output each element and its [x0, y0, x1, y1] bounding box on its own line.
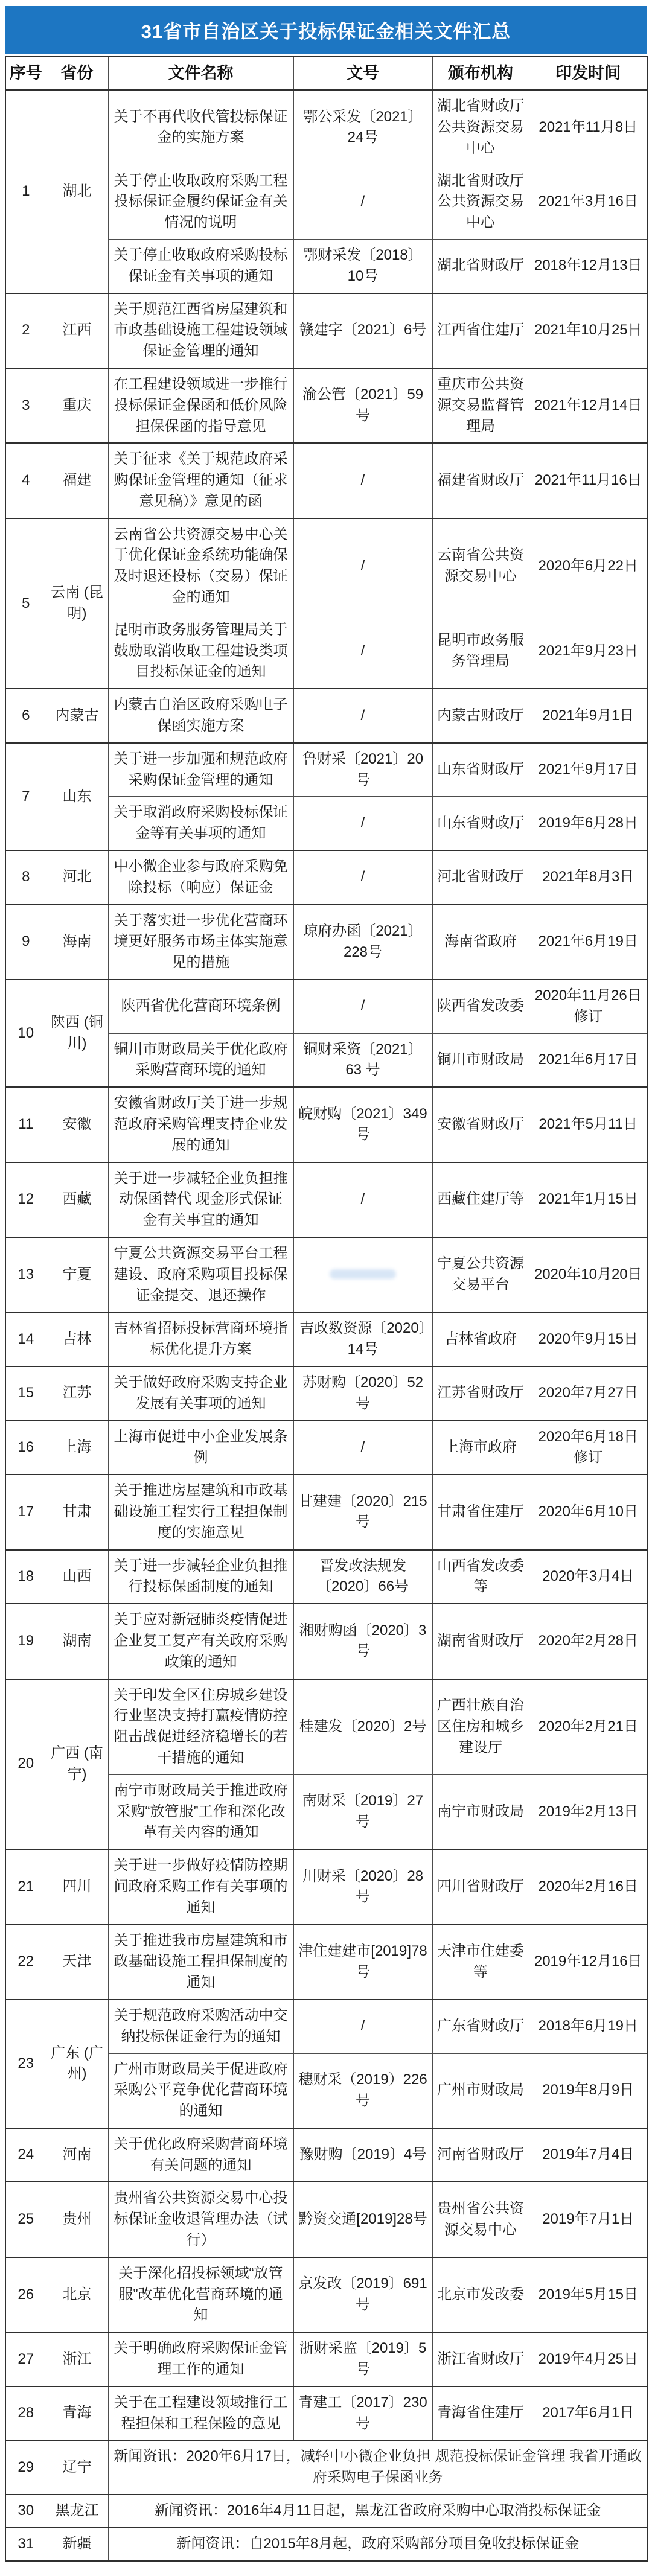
cell-doc-number: /: [293, 689, 432, 743]
cell-index: 3: [5, 368, 46, 443]
cell-index: 22: [5, 1925, 46, 2000]
cell-doc-name: 在工程建设领域进一步推行投标保证金保函和低价风险担保保函的指导意见: [108, 368, 293, 443]
cell-date: 2018年6月19日: [529, 2000, 648, 2053]
cell-province: 四川: [46, 1849, 108, 1924]
cell-index: 27: [5, 2332, 46, 2386]
cell-doc-number: /: [293, 850, 432, 905]
cell-index: 16: [5, 1421, 46, 1475]
cell-doc-name: 陕西省优化营商环境条例: [108, 980, 293, 1033]
cell-date: 2019年2月13日: [529, 1774, 648, 1849]
cell-doc-number: 浙财采监〔2019〕5号: [293, 2332, 432, 2386]
cell-date: 2019年7月4日: [529, 2128, 648, 2182]
cell-agency: 吉林省政府: [432, 1312, 529, 1366]
cell-province: 重庆: [46, 368, 108, 443]
cell-index: 1: [5, 90, 46, 293]
documents-table: [5, 56, 648, 2562]
cell-doc-number: 苏财购〔2020〕52号: [293, 1366, 432, 1421]
watermark-smudge: [330, 1269, 396, 1279]
cell-date: 2021年11月8日: [529, 90, 648, 165]
column-header: 文号: [293, 57, 432, 90]
table-row: [5, 1312, 648, 1366]
cell-province: 宁夏: [46, 1237, 108, 1312]
cell-province: 上海: [46, 1421, 108, 1475]
cell-province: 河北: [46, 850, 108, 905]
table-row: [5, 2257, 648, 2332]
cell-index: 25: [5, 2182, 46, 2257]
cell-doc-name: 关于进一步减轻企业负担推行投标保函制度的通知: [108, 1550, 293, 1604]
cell-doc-name: 吉林省招标投标营商环境指标优化提升方案: [108, 1312, 293, 1366]
cell-province: 安徽: [46, 1087, 108, 1162]
cell-index: 7: [5, 743, 46, 850]
cell-date: 2017年6月1日: [529, 2386, 648, 2441]
cell-doc-number: /: [293, 980, 432, 1033]
table-row: [5, 980, 648, 1033]
cell-index: 9: [5, 905, 46, 980]
page-title: 31省市自治区关于投标保证金相关文件汇总: [5, 6, 647, 54]
cell-date: 2021年5月11日: [529, 1087, 648, 1162]
table-row: [5, 905, 648, 980]
table-row: [5, 2182, 648, 2257]
cell-agency: 天津市住建委等: [432, 1925, 529, 2000]
table-row: [5, 1421, 648, 1475]
cell-doc-name: 关于进一步加强和规范政府采购保证金管理的通知: [108, 743, 293, 797]
table-row: [5, 2332, 648, 2386]
cell-agency: 陕西省发改委: [432, 980, 529, 1033]
cell-doc-name: 关于进一步减轻企业负担推动保函替代 现金形式保证金有关事宜的通知: [108, 1162, 293, 1237]
cell-agency: 湖南省财政厅: [432, 1604, 529, 1679]
cell-doc-name: 昆明市政务服务管理局关于鼓励取消收取工程建设类项目投标保证金的通知: [108, 614, 293, 689]
cell-agency: 四川省财政厅: [432, 1849, 529, 1924]
cell-province: 北京: [46, 2257, 108, 2332]
cell-index: 24: [5, 2128, 46, 2182]
cell-province: 江西: [46, 293, 108, 368]
cell-date: 2020年9月15日: [529, 1312, 648, 1366]
cell-agency: 贵州省公共资源交易中心: [432, 2182, 529, 2257]
cell-date: 2019年12月16日: [529, 1925, 648, 2000]
cell-date: 2018年12月13日: [529, 239, 648, 293]
cell-news: 新闻资讯：自2015年8月起，政府采购部分项目免收投标保证金: [108, 2528, 648, 2561]
table-row: [5, 2440, 648, 2495]
cell-doc-number: 京发改〔2019〕691号: [293, 2257, 432, 2332]
cell-doc-number: 穗财采（2019）226号: [293, 2053, 432, 2128]
cell-date: 2020年3月4日: [529, 1550, 648, 1604]
cell-agency: 甘肃省住建厅: [432, 1475, 529, 1549]
table-body: [5, 90, 648, 2561]
table-row: [5, 2386, 648, 2441]
cell-date: 2021年12月14日: [529, 368, 648, 443]
cell-date: 2021年3月16日: [529, 165, 648, 239]
cell-index: 11: [5, 1087, 46, 1162]
cell-agency: 重庆市公共资源交易监督管理局: [432, 368, 529, 443]
cell-agency: 河南省财政厅: [432, 2128, 529, 2182]
cell-doc-number: /: [293, 1162, 432, 1237]
cell-agency: 安徽省财政厅: [432, 1087, 529, 1162]
cell-agency: 山西省发改委等: [432, 1550, 529, 1604]
table-row: [5, 1679, 648, 1775]
cell-doc-number: 吉政数资源〔2020〕14号: [293, 1312, 432, 1366]
cell-date: 2019年5月15日: [529, 2257, 648, 2332]
cell-index: 23: [5, 2000, 46, 2128]
cell-province: 黑龙江: [46, 2495, 108, 2528]
cell-agency: 广西壮族自治区住房和城乡建设厅: [432, 1679, 529, 1775]
table-row: [5, 1475, 648, 1549]
cell-doc-number: /: [293, 797, 432, 850]
cell-agency: 河北省财政厅: [432, 850, 529, 905]
cell-province: 贵州: [46, 2182, 108, 2257]
cell-doc-number: 津住建建市[2019]78号: [293, 1925, 432, 2000]
cell-doc-name: 安徽省财政厅关于进一步规范政府采购管理支持企业发展的通知: [108, 1087, 293, 1162]
cell-doc-number: 铜财采资〔2021〕63 号: [293, 1033, 432, 1087]
cell-doc-name: 关于落实进一步优化营商环境更好服务市场主体实施意见的措施: [108, 905, 293, 980]
cell-index: 8: [5, 850, 46, 905]
cell-index: 30: [5, 2495, 46, 2528]
cell-province: 江苏: [46, 1366, 108, 1421]
table-row: [5, 293, 648, 368]
cell-province: 甘肃: [46, 1475, 108, 1549]
table-row: [5, 1237, 648, 1312]
cell-doc-number: 黔资交通[2019]28号: [293, 2182, 432, 2257]
cell-agency: 上海市政府: [432, 1421, 529, 1475]
table-row: [5, 2528, 648, 2561]
cell-agency: 江苏省财政厅: [432, 1366, 529, 1421]
table-row: [5, 689, 648, 743]
cell-agency: 湖北省财政厅公共资源交易中心: [432, 90, 529, 165]
cell-doc-number: 南财采〔2019〕27号: [293, 1774, 432, 1849]
cell-date: 2021年1月15日: [529, 1162, 648, 1237]
cell-date: 2021年9月23日: [529, 614, 648, 689]
cell-index: 6: [5, 689, 46, 743]
cell-agency: 广州市财政局: [432, 2053, 529, 2128]
cell-doc-name: 关于优化政府采购营商环境有关问题的通知: [108, 2128, 293, 2182]
cell-province: 陕西 (铜川): [46, 980, 108, 1087]
cell-doc-number: 豫财购〔2019〕4号: [293, 2128, 432, 2182]
cell-doc-name: 铜川市财政局关于优化政府采购营商环境的通知: [108, 1033, 293, 1087]
cell-doc-name: 关于停止收取政府采购工程投标保证金履约保证金有关情况的说明: [108, 165, 293, 239]
cell-province: 山西: [46, 1550, 108, 1604]
cell-news: 新闻资讯：2016年4月11日起，黑龙江省政府采购中心取消投标保证金: [108, 2495, 648, 2528]
cell-agency: 昆明市政务服务管理局: [432, 614, 529, 689]
cell-province: 新疆: [46, 2528, 108, 2561]
cell-date: 2021年9月1日: [529, 689, 648, 743]
cell-doc-number: 渝公管〔2021〕59号: [293, 368, 432, 443]
cell-doc-name: 云南省公共资源交易中心关于优化保证金系统功能确保及时退还投标（交易）保证金的通知: [108, 518, 293, 614]
cell-province: 青海: [46, 2386, 108, 2441]
cell-date: 2020年6月10日: [529, 1475, 648, 1549]
cell-index: 12: [5, 1162, 46, 1237]
cell-date: 2021年8月3日: [529, 850, 648, 905]
table-row: [5, 743, 648, 797]
cell-date: 2021年6月17日: [529, 1033, 648, 1087]
cell-doc-name: 关于规范政府采购活动中交纳投标保证金行为的通知: [108, 2000, 293, 2053]
table-header: [5, 57, 648, 90]
cell-doc-name: 关于在工程建设领域推行工程担保和工程保险的意见: [108, 2386, 293, 2441]
cell-agency: 山东省财政厅: [432, 743, 529, 797]
cell-doc-number: 鄂财采发〔2018〕10号: [293, 239, 432, 293]
cell-doc-number: 鲁财采〔2021〕20号: [293, 743, 432, 797]
cell-agency: 铜川市财政局: [432, 1033, 529, 1087]
cell-agency: 北京市发改委: [432, 2257, 529, 2332]
cell-doc-number: /: [293, 1421, 432, 1475]
table-row: [5, 1550, 648, 1604]
cell-index: 29: [5, 2440, 46, 2495]
cell-date: 2021年9月17日: [529, 743, 648, 797]
table-row: [5, 90, 648, 165]
cell-doc-number: 甘建建〔2020〕215号: [293, 1475, 432, 1549]
cell-index: 31: [5, 2528, 46, 2561]
cell-doc-number: 鄂公采发〔2021〕24号: [293, 90, 432, 165]
cell-province: 吉林: [46, 1312, 108, 1366]
cell-doc-number: /: [293, 614, 432, 689]
cell-date: 2019年7月1日: [529, 2182, 648, 2257]
cell-doc-number: 琼府办函〔2021〕228号: [293, 905, 432, 980]
cell-doc-number: /: [293, 2000, 432, 2053]
cell-doc-name: 上海市促进中小企业发展条例: [108, 1421, 293, 1475]
cell-index: 20: [5, 1679, 46, 1850]
cell-date: 2020年6月22日: [529, 518, 648, 614]
cell-doc-number: 湘财购函〔2020〕3号: [293, 1604, 432, 1679]
cell-doc-number: 赣建字〔2021〕6号: [293, 293, 432, 368]
cell-index: 14: [5, 1312, 46, 1366]
cell-index: 4: [5, 443, 46, 518]
cell-index: 28: [5, 2386, 46, 2441]
cell-date: 2019年8月9日: [529, 2053, 648, 2128]
cell-doc-name: 关于做好政府采购支持企业发展有关事项的通知: [108, 1366, 293, 1421]
header-row: [5, 57, 648, 90]
column-header: 文件名称: [108, 57, 293, 90]
cell-index: 10: [5, 980, 46, 1087]
cell-doc-name: 内蒙古自治区政府采购电子保函实施方案: [108, 689, 293, 743]
cell-index: 15: [5, 1366, 46, 1421]
cell-province: 河南: [46, 2128, 108, 2182]
cell-date: 2020年2月28日: [529, 1604, 648, 1679]
cell-date: 2020年7月27日: [529, 1366, 648, 1421]
cell-agency: 内蒙古财政厅: [432, 689, 529, 743]
cell-date: 2021年10月25日: [529, 293, 648, 368]
table-row: [5, 443, 648, 518]
column-header: 印发时间: [529, 57, 648, 90]
cell-doc-name: 关于停止收取政府采购投标保证金有关事项的通知: [108, 239, 293, 293]
table-row: [5, 2128, 648, 2182]
cell-date: 2020年6月18日修订: [529, 1421, 648, 1475]
cell-date: 2021年6月19日: [529, 905, 648, 980]
cell-province: 浙江: [46, 2332, 108, 2386]
cell-doc-number: 桂建发〔2020〕2号: [293, 1679, 432, 1775]
cell-agency: 福建省财政厅: [432, 443, 529, 518]
cell-doc-number: 晋发改法规发〔2020〕66号: [293, 1550, 432, 1604]
table-row: [5, 2495, 648, 2528]
cell-doc-name: 关于推进我市房屋建筑和市政基础设施工程担保制度的通知: [108, 1925, 293, 2000]
cell-index: 19: [5, 1604, 46, 1679]
cell-date: 2021年11月16日: [529, 443, 648, 518]
table-row: [5, 1925, 648, 2000]
cell-index: 5: [5, 518, 46, 689]
cell-doc-name: 宁夏公共资源交易平台工程建设、政府采购项目投标保证金提交、退还操作: [108, 1237, 293, 1312]
cell-doc-number: 川财采〔2020〕28号: [293, 1849, 432, 1924]
cell-agency: 山东省财政厅: [432, 797, 529, 850]
cell-agency: 海南省政府: [432, 905, 529, 980]
cell-doc-name: 关于进一步做好疫情防控期间政府采购工作有关事项的通知: [108, 1849, 293, 1924]
table-row: [5, 518, 648, 614]
cell-province: 湖北: [46, 90, 108, 293]
column-header: 省份: [46, 57, 108, 90]
table-row: [5, 1366, 648, 1421]
cell-province: 福建: [46, 443, 108, 518]
cell-date: 2020年2月16日: [529, 1849, 648, 1924]
cell-date: 2020年10月20日: [529, 1237, 648, 1312]
cell-agency: 宁夏公共资源交易平台: [432, 1237, 529, 1312]
cell-agency: 湖北省财政厅: [432, 239, 529, 293]
cell-news: 新闻资讯：2020年6月17日，减轻中小微企业负担 规范投标保证金管理 我省开通政府采购电子保函业务: [108, 2440, 648, 2495]
cell-doc-number: /: [293, 443, 432, 518]
cell-province: 西藏: [46, 1162, 108, 1237]
cell-index: 18: [5, 1550, 46, 1604]
cell-index: 21: [5, 1849, 46, 1924]
cell-agency: 广东省财政厅: [432, 2000, 529, 2053]
cell-doc-name: 广州市财政局关于促进政府采购公平竞争优化营商环境的通知: [108, 2053, 293, 2128]
cell-province: 山东: [46, 743, 108, 850]
cell-doc-name: 贵州省公共资源交易中心投标保证金收退管理办法（试行）: [108, 2182, 293, 2257]
cell-index: 26: [5, 2257, 46, 2332]
cell-province: 湖南: [46, 1604, 108, 1679]
table-row: [5, 2000, 648, 2053]
cell-doc-name: 关于规范江西省房屋建筑和市政基础设施工程建设领域保证金管理的通知: [108, 293, 293, 368]
cell-index: 17: [5, 1475, 46, 1549]
cell-doc-number: /: [293, 165, 432, 239]
table-row: [5, 1162, 648, 1237]
cell-agency: 浙江省财政厅: [432, 2332, 529, 2386]
table-row: [5, 1604, 648, 1679]
cell-agency: 湖北省财政厅公共资源交易中心: [432, 165, 529, 239]
cell-doc-name: 南宁市财政局关于推进政府采购“放管服”工作和深化改革有关内容的通知: [108, 1774, 293, 1849]
cell-agency: 云南省公共资源交易中心: [432, 518, 529, 614]
cell-province: 内蒙古: [46, 689, 108, 743]
table-row: [5, 850, 648, 905]
cell-agency: 江西省住建厅: [432, 293, 529, 368]
cell-province: 海南: [46, 905, 108, 980]
cell-doc-name: 关于明确政府采购保证金管理工作的通知: [108, 2332, 293, 2386]
cell-index: 13: [5, 1237, 46, 1312]
cell-doc-name: 关于应对新冠肺炎疫情促进企业复工复产有关政府采购政策的通知: [108, 1604, 293, 1679]
cell-doc-name: 关于不再代收代管投标保证金的实施方案: [108, 90, 293, 165]
cell-province: 广西 (南宁): [46, 1679, 108, 1850]
cell-agency: 西藏住建厅等: [432, 1162, 529, 1237]
cell-doc-name: 关于印发全区住房城乡建设行业坚决支持打赢疫情防控阻击战促进经济稳增长的若干措施的通知: [108, 1679, 293, 1775]
cell-doc-name: 关于征求《关于规范政府采购保证金管理的通知（征求意见稿）》意见的函: [108, 443, 293, 518]
table-row: [5, 368, 648, 443]
cell-doc-number: /: [293, 518, 432, 614]
cell-province: 云南 (昆明): [46, 518, 108, 689]
cell-province: 天津: [46, 1925, 108, 2000]
cell-agency: 南宁市财政局: [432, 1774, 529, 1849]
cell-province: 辽宁: [46, 2440, 108, 2495]
table-row: [5, 1087, 648, 1162]
cell-doc-number: 青建工〔2017〕230号: [293, 2386, 432, 2441]
cell-date: 2020年11月26日修订: [529, 980, 648, 1033]
cell-doc-number: [293, 1237, 432, 1312]
cell-doc-name: 关于推进房屋建筑和市政基础设施工程实行工程担保制度的实施意见: [108, 1475, 293, 1549]
cell-doc-name: 中小微企业参与政府采购免除投标（响应）保证金: [108, 850, 293, 905]
table-row: [5, 1849, 648, 1924]
column-header: 颁布机构: [432, 57, 529, 90]
cell-province: 广东 (广州): [46, 2000, 108, 2128]
column-header: 序号: [5, 57, 46, 90]
cell-index: 2: [5, 293, 46, 368]
cell-agency: 青海省住建厅: [432, 2386, 529, 2441]
cell-doc-name: 关于取消政府采购投标保证金等有关事项的通知: [108, 797, 293, 850]
cell-doc-name: 关于深化招投标领域“放管服”改革优化营商环境的通知: [108, 2257, 293, 2332]
cell-date: 2019年4月25日: [529, 2332, 648, 2386]
cell-doc-number: 皖财购〔2021〕349 号: [293, 1087, 432, 1162]
cell-date: 2019年6月28日: [529, 797, 648, 850]
cell-date: 2020年2月21日: [529, 1679, 648, 1775]
